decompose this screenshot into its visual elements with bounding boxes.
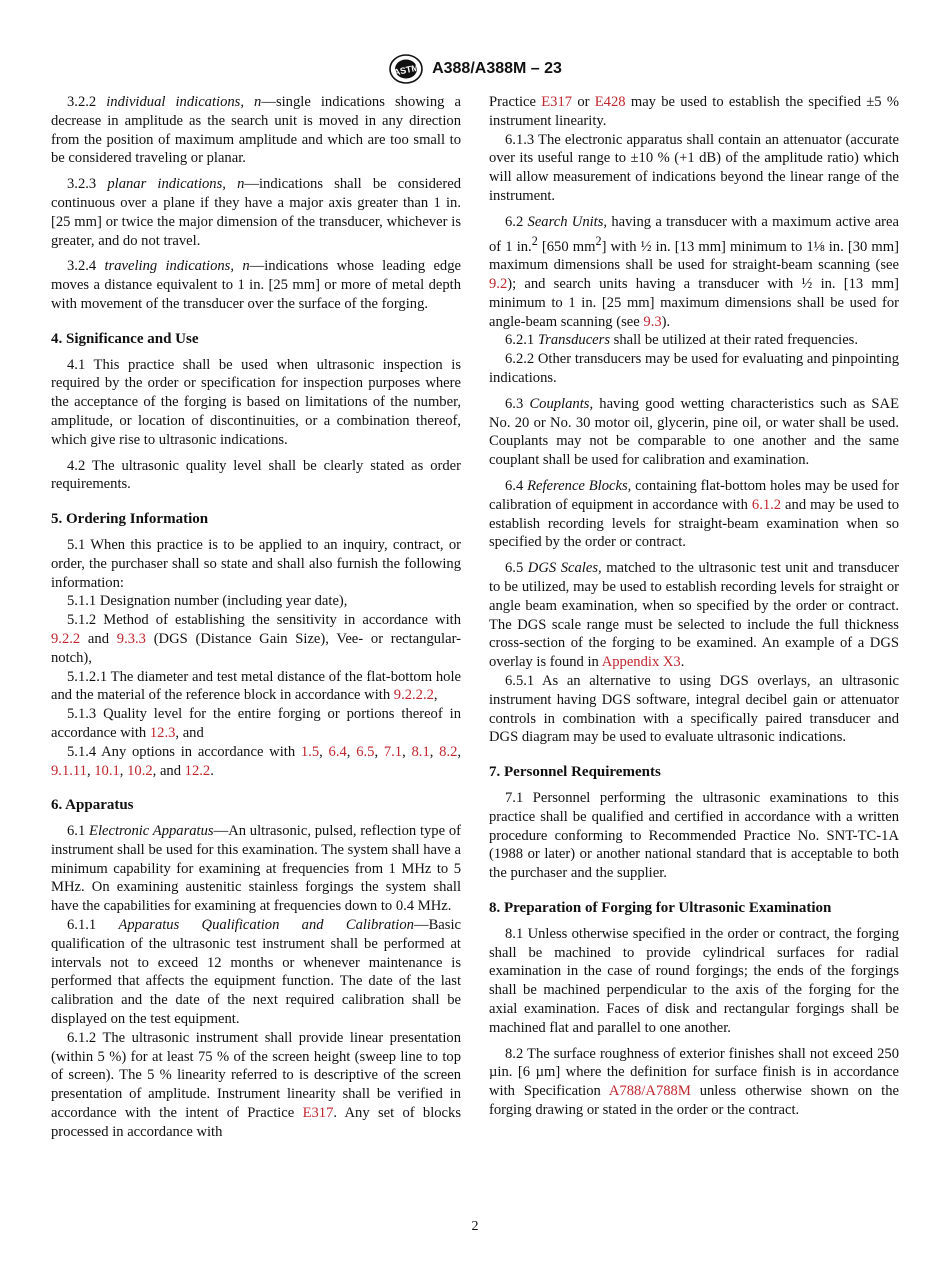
ref-link[interactable]: 9.2.2.2 (393, 687, 434, 704)
paragraph-4-1: 4.1 This practice shall be used when ultrasonic inspection is required by the order or specification for inspection purposes where the acceptance of the forging is based on limitations of the number, amplitude, or location of discontinuities, or a combination thereof, which give rise to ultrasonic indications. (51, 356, 461, 448)
ref-link[interactable]: E428 (594, 94, 626, 110)
ref-link[interactable]: 10.2 (127, 762, 153, 779)
ref-link[interactable]: 12.2 (184, 762, 211, 779)
section-heading-significance: 4. Significance and Use (51, 330, 199, 347)
ref-link[interactable]: A788/A788M (608, 1083, 691, 1100)
paragraph-5-1-2-1: 5.1.2.1 The diameter and test metal distance of the flat-bottom hole and the material of the reference block in accordance with 9.2.2.2, (51, 668, 461, 704)
paragraph-6-2-1: 6.2.1 Transducers shall be utilized at their rated frequencies. (505, 332, 859, 349)
paragraph-5-1: 5.1 When this practice is to be applied to an inquiry, contract, or order, the purchaser shall so state and shall also furnish the following information: (51, 536, 461, 591)
ref-link[interactable]: 9.2 (489, 276, 508, 293)
paragraph-6-4: 6.4 Reference Blocks, containing flat-bottom holes may be used for calibration of equipment in accordance with 6.1.2 and may be used to establish recording levels for straight-beam examination when so specified by the order or contract. (489, 478, 899, 551)
paragraph-3-2-2: 3.2.2 individual indications, n—single indications showing a decrease in amplitude as the search unit is moved in any direction from the position of maximum amplitude and which are too small to be considered traveling or planar. (51, 94, 461, 167)
paragraph-5-1-2: 5.1.2 Method of establishing the sensitivity in accordance with 9.2.2 and 9.3.3 (DGS (Distance Gain Size), Vee- or rectangular-notch), (51, 612, 461, 666)
paragraph-continued: Practice E317 or E428 may be used to establish the specified ±5 % instrument linearity. (489, 94, 899, 129)
ref-link[interactable]: E317 (541, 94, 573, 110)
ref-link[interactable]: 6.4 (328, 743, 347, 760)
paragraph-6-1-3: 6.1.3 The electronic apparatus shall contain an attenuator (accurate over its useful range to ±10 % (+1 dB) of the amplitude ratio) which will allow measurement of indications beyond the linear range of the instrument. (489, 131, 899, 204)
paragraph-6-1-1: 6.1.1 Apparatus Qualification and Calibration—Basic qualification of the ultrasonic test instrument shall be performed at intervals not to exceed 12 months or whenever maintenance is performed that affects the equipment function. The date of the last calibration and the date of the next required calibration shall be displayed on the test equipment. (51, 917, 461, 1028)
page-number: 2 (471, 1219, 479, 1234)
paragraph-3-2-4: 3.2.4 traveling indications, n—indications whose leading edge moves a distance equivalent to 1 in. [25 mm] or more of metal depth with movement of the transducer over the surface of the forging. (51, 258, 461, 312)
ref-link[interactable]: 9.2.2 (51, 630, 81, 647)
paragraph-7-1: 7.1 Personnel performing the ultrasonic examinations to this practice shall be qualified and certified in accordance with a written procedure conforming to Recommended Practice No. SNT-TC-1A (1988 or later) or another national standard that is acceptable to both the purchaser and the supplier. (489, 789, 899, 882)
ref-link[interactable]: 9.1.11 (51, 762, 87, 779)
ref-link[interactable]: 9.3.3 (116, 630, 146, 647)
paragraph-3-2-3: 3.2.3 planar indications, n—indications shall be considered continuous over a plane if they have a major axis greater than 1 in. [25 mm] or twice the major dimension of the transducer, whichever is greater, and do not travel. (51, 176, 461, 249)
paragraph-6-5-1: 6.5.1 As an alternative to using DGS overlays, an ultrasonic instrument having DGS software, integral decibel gain or attenuator controls in combination with a specifically paired transducer and DGS diagram may be used to evaluate ultrasonic indications. (489, 672, 899, 746)
paragraph-5-1-1: 5.1.1 Designation number (including year date), (67, 593, 348, 610)
ref-link[interactable]: 6.5 (356, 743, 375, 760)
section-heading-preparation: 8. Preparation of Forging for Ultrasonic Examination (489, 899, 832, 916)
paragraph-6-1-2: 6.1.2 The ultrasonic instrument shall provide linear presentation (within 5 %) for at least 75 % of the screen height (sweep line to top of screen). The 5 % linearity referred to is descriptive of the screen presentation of amplitude. Instrument linearity shall be verified in accordance with the intent of Practice E317. Any set of blocks processed in accordance with (51, 1029, 462, 1140)
svg-text:ASTM: ASTM (392, 62, 420, 78)
paragraph-4-2: 4.2 The ultrasonic quality level shall be clearly stated as order requirements. (51, 457, 461, 493)
ref-link[interactable]: 8.1 (411, 743, 430, 760)
paragraph-6-2: 6.2 Search Units, having a transducer with a maximum active area of 1 in.$^2$ [650 $mm^2$] with ½ in. [13 mm] minimum to 1⅛ in. [30 mm] maximum dimensions shall be used for straight-beam scanning (see 9.2); and search units having a transducer with ½ in. [13 mm] minimum to 1 in. [25 mm] maximum dimensions shall be used for angle-beam scanning (see 9.3). (489, 213, 899, 330)
right-column (489, 93, 899, 1127)
ref-link[interactable]: 12.3 (149, 724, 176, 741)
section-heading-personnel: 7. Personnel Requirements (489, 764, 661, 781)
paragraph-6-3: 6.3 Couplants, having good wetting characteristics such as SAE No. 20 or No. 30 motor oil, glycerin, pine oil, or water shall be used. Couplants may not be comparable to one another and the same couplant shall be used for calibration and examination. (489, 395, 899, 469)
page-header (0, 52, 950, 86)
ref-link[interactable]: 9.3 (643, 313, 662, 330)
ref-link[interactable]: 7.1 (383, 743, 403, 760)
paragraph-5-1-3: 5.1.3 Quality level for the entire forging or portions thereof in accordance with 12.3, and (51, 706, 461, 741)
left-column (51, 93, 461, 1142)
astm-logo (388, 52, 424, 86)
paragraph-8-2: 8.2 The surface roughness of exterior finishes shall not exceed 250 µin. [6 µm] where the definition for surface finish is in accordance with Specification A788/A788M unless otherwise shown on the forging drawing or stated in the order or the contract. (489, 1045, 900, 1118)
ref-link[interactable]: 10.1 (94, 762, 120, 779)
paragraph-6-1: 6.1 Electronic Apparatus—An ultrasonic, pulsed, reflection type of instrument shall be used for this examination. The system shall have a minimum capability for examining at frequencies from 1 MHz to 5 MHz. On examining austenitic stainless forgings the system shall have the capabilities for examining at frequencies down to 0.4 MHz. (51, 823, 461, 915)
ref-link[interactable]: 8.2 (439, 743, 458, 760)
paragraph-5-1-4: 5.1.4 Any options in accordance with 1.5, 6.4, 6.5, 7.1, 8.1, 8.2, 9.1.11, 10.1, 10.2, and 12.2. (51, 743, 462, 779)
section-heading-apparatus: 6. Apparatus (51, 797, 134, 814)
ref-link[interactable]: E317 (302, 1105, 334, 1122)
section-heading-ordering: 5. Ordering Information (51, 511, 209, 528)
ref-link[interactable]: Appendix X3 (601, 654, 681, 671)
paragraph-6-5: 6.5 DGS Scales, matched to the ultrasonic test unit and transducer to be utilized, may be used to establish recording levels for straight or angle beam examination, when so specified by the order or contract. The DGS scale range must be selected to include the full thickness cross-section of the forging to be examined. An example of a DGS overlay is found in Appendix X3. (489, 560, 899, 671)
ref-link[interactable]: 1.5 (300, 743, 320, 760)
ref-link[interactable]: 6.1.2 (751, 496, 782, 513)
document-designation: A388/A388M – 23 (432, 60, 562, 77)
paragraph-6-2-2: 6.2.2 Other transducers may be used for evaluating and pinpointing indications. (489, 351, 899, 387)
paragraph-8-1: 8.1 Unless otherwise specified in the order or contract, the forging shall be machined to provide cylindrical surfaces for radial examination in the case of round forgings; the ends of the forgings shall be machined perpendicular to the axis of the forging for the axial examination. Faces of disk and rectangular forgings shall be machined flat and parallel to one another. (489, 925, 899, 1036)
